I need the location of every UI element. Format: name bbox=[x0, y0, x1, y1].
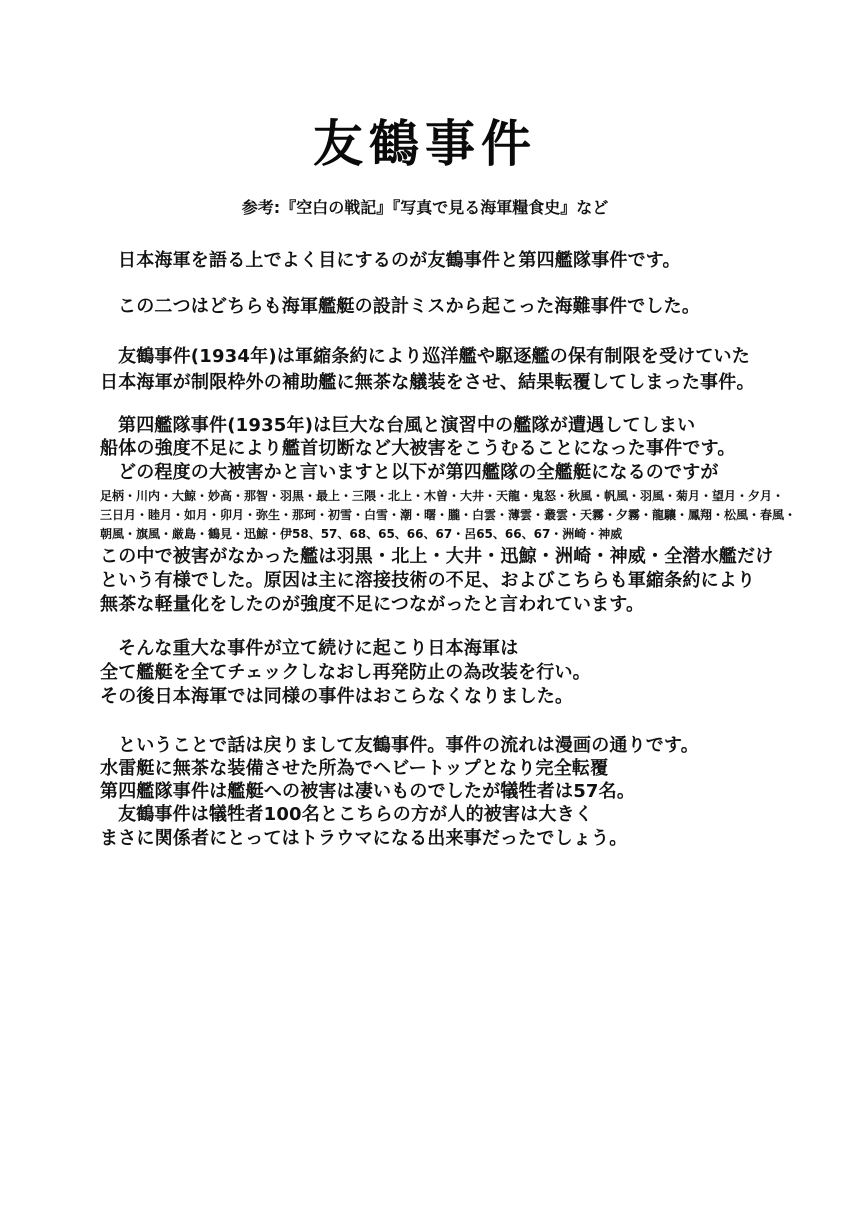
body-line: 日本海軍を語る上でよく目にするのが友鶴事件と第四艦隊事件です。 bbox=[118, 250, 681, 271]
body-line: この二つはどちらも海軍艦艇の設計ミスから起こった海難事件でした。 bbox=[118, 296, 701, 317]
body-line: 第四艦隊事件は艦艇への被害は凄いものでしたが犠牲者は57名。 bbox=[100, 781, 636, 802]
body-line: 第四艦隊事件(1935年)は巨大な台風と演習中の艦隊が遭遇してしまい bbox=[118, 415, 696, 436]
body-line: 全て艦艇を全てチェックしなおし再発防止の為改装を行い。 bbox=[100, 662, 591, 683]
references-line: 参考:『空白の戦記』『写真で見る海軍糧食史』など bbox=[241, 198, 609, 217]
body-line: どの程度の大被害かと言いますと以下が第四艦隊の全艦艇になるのですが bbox=[118, 462, 719, 483]
body-line: 水雷艇に無茶な装備させた所為でヘビートップとなり完全転覆 bbox=[100, 758, 609, 779]
ship-list-line: 朝風・旗風・厳島・鶴見・迅鯨・伊58、57、68、65、66、67・呂65、66、67・洲崎・神威 bbox=[100, 527, 623, 541]
body-line: 日本海軍が制限枠外の補助艦に無茶な艤装をさせ、結果転覆してしまった事件。 bbox=[100, 372, 755, 393]
body-line: その後日本海軍では同様の事件はおこらなくなりました。 bbox=[100, 686, 574, 707]
ship-list-line: 足柄・川内・大鯨・妙高・那智・羽黒・最上・三隈・北上・木曽・大井・天龍・鬼怒・秋風・帆風・羽風・菊月・望月・夕月・ bbox=[100, 489, 785, 503]
body-line: 友鶴事件(1934年)は軍縮条約により巡洋艦や駆逐艦の保有制限を受けていた bbox=[118, 346, 750, 367]
body-line: 無茶な軽量化をしたのが強度不足につながったと言われています。 bbox=[100, 594, 645, 615]
body-line: 友鶴事件は犠牲者100名とこちらの方が人的被害は大きく bbox=[118, 804, 593, 825]
body-line: ということで話は戻りまして友鶴事件。事件の流れは漫画の通りです。 bbox=[118, 735, 699, 756]
ship-list-line: 三日月・睦月・如月・卯月・弥生・那珂・初雪・白雪・潮・曙・朧・白雲・薄雲・叢雲・天霧・夕霧・龍驤・鳳翔・松風・春風・ bbox=[100, 508, 797, 522]
page-title: 友鶴事件 bbox=[313, 115, 537, 173]
body-line: 船体の強度不足により艦首切断など大被害をこうむることになった事件です。 bbox=[100, 438, 736, 459]
body-line: という有様でした。原因は主に溶接技術の不足、およびこちらも軍縮条約により bbox=[100, 570, 756, 591]
body-line: まさに関係者にとってはトラウマになる出来事だったでしょう。 bbox=[100, 828, 628, 849]
body-line: そんな重大な事件が立て続けに起こり日本海軍は bbox=[118, 638, 519, 659]
body-line: この中で被害がなかった艦は羽黒・北上・大井・迅鯨・洲崎・神威・全潜水艦だけ bbox=[100, 546, 774, 567]
